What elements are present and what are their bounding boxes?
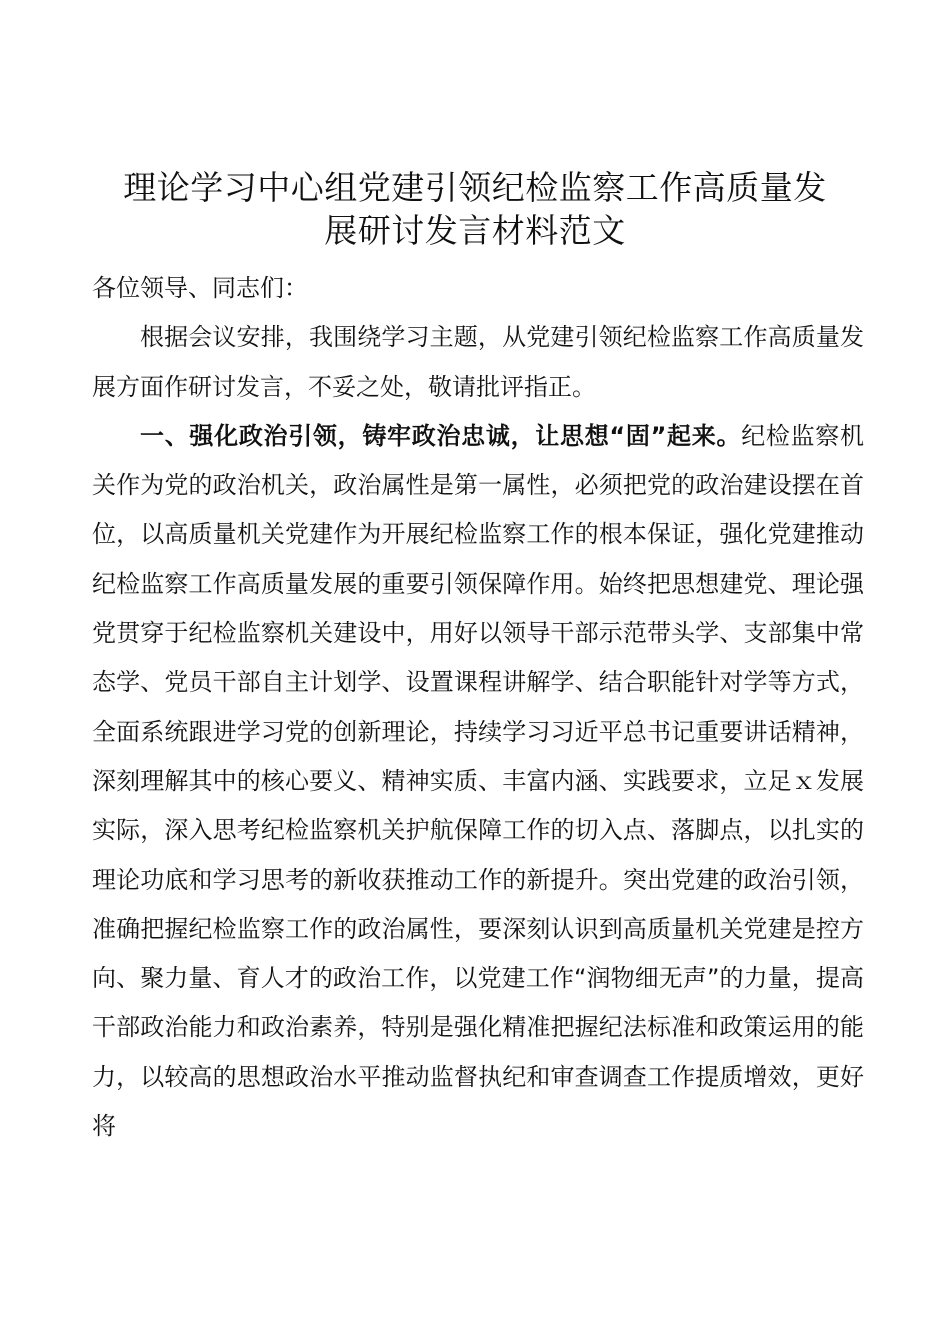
document-body (92, 264, 864, 1151)
section-1-paragraph (92, 412, 864, 1151)
intro-paragraph: 根据会议安排，我围绕学习主题，从党建引领纪检监察工作高质量发展方面作研讨发言，不妥之处，敬请批评指正。 (92, 323, 864, 401)
document-title (90, 166, 860, 252)
title-line-1: 理论学习中心组党建引领纪检监察工作高质量发 (123, 168, 827, 207)
salutation: 各位领导、同志们： (92, 274, 308, 302)
title-line-2: 展研讨发言材料范文 (324, 211, 626, 250)
section-1-heading: 一、强化政治引领，铸牢政治忠诚，让思想“固”起来。 (140, 421, 742, 450)
section-1-body: 纪检监察机关作为党的政治机关，政治属性是第一属性，必须把党的政治建设摆在首位，以高质量机关党建作为开展纪检监察工作的根本保证，强化党建推动纪检监察工作高质量发展的重要引领保障作用。始终把思想建党、理论强党贯穿于纪检监察机关建设中，用好以领导干部示范带头学、支部集中常态学、党员干部自主计划学、设置课程讲解学、结合职能针对学等方式，全面系统跟进学习党的创新理论，持续学习习近平总书记重要讲话精神，深刻理解其中的核心要义、精神实质、丰富内涵、实践要求，立足ｘ发展实际，深入思考纪检监察机关护航保障工作的切入点、落脚点，以扎实的理论功底和学习思考的新收获推动工作的新提升。突出党建的政治引领，准确把握纪检监察工作的政治属性，要深刻认识到高质量机关党建是控方向、聚力量、育人才的政治工作，以党建工作“润物细无声”的力量，提高干部政治能力和政治素养，特别是强化精准把握纪法标准和政策运用的能力，以较高的思想政治水平推动监督执纪和审查调查工作提质增效，更好将 (92, 421, 865, 1141)
